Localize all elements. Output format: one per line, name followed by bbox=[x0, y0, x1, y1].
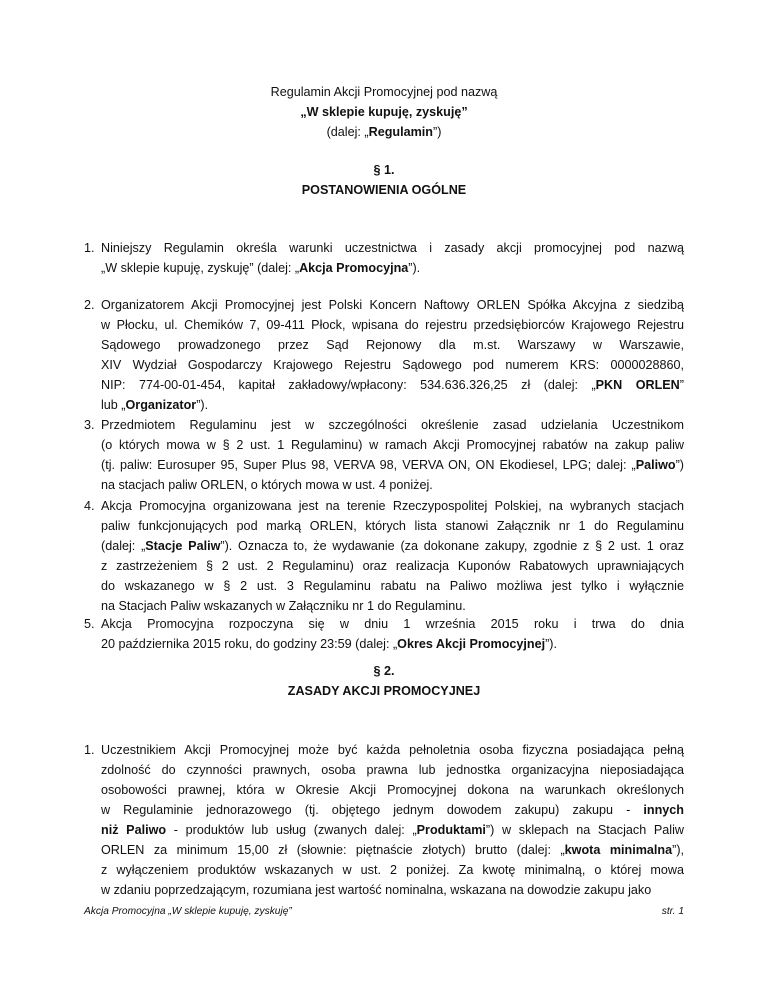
text-line bbox=[101, 258, 684, 278]
section-number: § 2. bbox=[373, 664, 395, 678]
text-segment: ”) bbox=[433, 125, 442, 139]
section-title: POSTANOWIENIA OGÓLNE bbox=[301, 183, 467, 197]
text-segment: z zastrzeżeniem § 2 ust. 2 Regulaminu) oraz realizacja Kuponów Rabatowych uprawniających bbox=[101, 559, 684, 573]
section-title: ZASADY AKCJI PROMOCYJNEJ bbox=[287, 684, 481, 698]
text-line bbox=[101, 355, 684, 375]
text-segment: (dalej: „ bbox=[101, 539, 146, 553]
text-segment: z wyłączeniem produktów wskazanych w ust. 2 poniżej. Za kwotę minimalną, o której mowa bbox=[101, 863, 684, 877]
text-segment: ORLEN za minimum 15,00 zł (słownie: piętnaście złotych) brutto (dalej: „ bbox=[101, 843, 565, 857]
text-segment: ”). bbox=[408, 261, 421, 275]
section-2-heading bbox=[0, 661, 768, 701]
text-line bbox=[101, 475, 684, 495]
text-segment: „W sklepie kupuję, zyskuję” (dalej: „ bbox=[101, 261, 300, 275]
text-segment: Akcja Promocyjna rozpoczyna się w dniu 1 września 2015 roku i trwa do dnia bbox=[101, 617, 684, 631]
text-segment: Sądowego prowadzonego przez Sąd Rejonowy dla m.st. Warszawy w Warszawie, bbox=[101, 338, 684, 352]
text-line bbox=[101, 800, 684, 820]
text-segment: ”) bbox=[675, 458, 684, 472]
text-segment: ”). bbox=[196, 398, 209, 412]
text-line bbox=[101, 860, 684, 880]
text-segment: (dalej: „ bbox=[326, 125, 369, 139]
text-segment: (tj. paliw: Eurosuper 95, Super Plus 98, VERVA 98, VERVA ON, ON Ekodiesel, LPG; dalej: „ bbox=[101, 458, 636, 472]
text-segment-bold: innych bbox=[643, 803, 684, 817]
list-item-number: 3. bbox=[84, 418, 95, 432]
text-segment: ” bbox=[679, 378, 684, 392]
page-footer bbox=[84, 906, 684, 917]
text-segment: na Stacjach Paliw wskazanych w Załączniku nr 1 do Regulaminu. bbox=[101, 599, 466, 613]
document-title-line3 bbox=[0, 122, 768, 142]
text-line bbox=[101, 395, 684, 415]
text-line bbox=[101, 335, 684, 355]
text-segment: 20 października 2015 roku, do godziny 23:59 (dalej: „ bbox=[101, 637, 398, 651]
list-item-number: 1. bbox=[84, 743, 95, 757]
text-segment-bold: Stacje Paliw bbox=[145, 539, 221, 553]
text-line bbox=[101, 634, 684, 654]
list-item-number: 2. bbox=[84, 298, 95, 312]
list-item-text bbox=[101, 238, 684, 278]
text-line bbox=[101, 238, 684, 258]
list-item-number: 5. bbox=[84, 617, 95, 631]
list-item-text bbox=[101, 496, 684, 616]
footer-title: Akcja Promocyjna „W sklepie kupuję, zyskuję” bbox=[84, 906, 292, 917]
text-segment: lub „ bbox=[101, 398, 126, 412]
text-segment: Niniejszy Regulamin określa warunki uczestnictwa i zasady akcji promocyjnej pod nazwą bbox=[101, 241, 684, 255]
text-line bbox=[101, 556, 684, 576]
text-segment-bold: kwota minimalna bbox=[564, 843, 673, 857]
text-segment: ”) w sklepach na Stacjach Paliw bbox=[485, 823, 684, 837]
text-segment: NIP: 774-00-01-454, kapitał zakładowy/wpłacony: 534.636.326,25 zł (dalej: „ bbox=[101, 378, 596, 392]
text-line bbox=[101, 760, 684, 780]
document-header bbox=[0, 82, 768, 142]
text-line bbox=[101, 496, 684, 516]
text-segment: w Płocku, ul. Chemików 7, 09-411 Płock, wpisana do rejestru przedsiębiorców Krajowego Rejestru bbox=[101, 318, 684, 332]
text-segment: XIV Wydział Gospodarczy Krajowego Rejestru Sądowego pod numerem KRS: 0000028860, bbox=[101, 358, 684, 372]
text-line bbox=[101, 375, 684, 395]
text-segment-bold: Paliwo bbox=[635, 458, 676, 472]
text-segment-bold: Organizator bbox=[125, 398, 197, 412]
text-segment: ”), bbox=[672, 843, 685, 857]
list-item-text bbox=[101, 614, 684, 654]
text-segment-bold: niż Paliwo bbox=[101, 823, 167, 837]
text-segment: zdolność do czynności prawnych, osoba prawna lub jednostka organizacyjna nieposiadająca bbox=[101, 763, 684, 777]
promotion-name: „W sklepie kupuję, zyskuję” bbox=[300, 105, 468, 119]
text-segment: (o których mowa w § 2 ust. 1 Regulaminu) w ramach Akcji Promocyjnej rabatów na zakup paliw bbox=[101, 438, 684, 452]
list-item-text bbox=[101, 415, 684, 495]
list-item-text bbox=[101, 740, 684, 900]
text-segment-bold: Produktami bbox=[416, 823, 486, 837]
text-line bbox=[101, 516, 684, 536]
text-line bbox=[101, 740, 684, 760]
text-segment: Akcja Promocyjna organizowana jest na terenie Rzeczypospolitej Polskiej, na wybranych stacjach bbox=[101, 499, 684, 513]
section-number: § 1. bbox=[373, 163, 395, 177]
text-segment: osobowości prawnej, która w Okresie Akcji Promocyjnej dokona na warunkach określonych bbox=[101, 783, 684, 797]
list-item-text bbox=[101, 295, 684, 415]
text-segment: ”). Oznacza to, że wydawanie (za dokonane zakupy, zgodnie z § 2 ust. 1 oraz bbox=[220, 539, 684, 553]
text-line bbox=[101, 596, 684, 616]
list-item-number: 4. bbox=[84, 499, 95, 513]
text-segment: - produktów lub usług (zwanych dalej: „ bbox=[166, 823, 417, 837]
text-segment: Uczestnikiem Akcji Promocyjnej może być każda pełnoletnia osoba fizyczna posiadająca pełną bbox=[101, 743, 684, 757]
text-line bbox=[101, 295, 684, 315]
text-line bbox=[101, 840, 684, 860]
text-line bbox=[101, 435, 684, 455]
text-line bbox=[101, 614, 684, 634]
text-segment: paliw funkcjonujących pod marką ORLEN, których lista stanowi Załącznik nr 1 do Regulaminu bbox=[101, 519, 684, 533]
text-segment-bold: PKN ORLEN bbox=[595, 378, 680, 392]
text-line bbox=[101, 780, 684, 800]
text-segment: Przedmiotem Regulaminu jest w szczególności określenie zasad udzielania Uczestnikom bbox=[101, 418, 684, 432]
text-line bbox=[101, 536, 684, 556]
text-line bbox=[101, 820, 684, 840]
text-segment: do wskazanego w § 2 ust. 3 Regulaminu rabatu na Paliwo możliwa jest tylko i wyłącznie bbox=[101, 579, 684, 593]
text-segment: w Regulaminie jednorazowego (tj. objętego jednym dowodem zakupu) zakupu - bbox=[101, 803, 644, 817]
page-number: str. 1 bbox=[661, 906, 684, 917]
text-segment: ”). bbox=[545, 637, 557, 651]
text-segment-bold: Okres Akcji Promocyjnej bbox=[397, 637, 546, 651]
section-1-heading bbox=[0, 160, 768, 200]
text-line bbox=[101, 455, 684, 475]
text-line bbox=[101, 415, 684, 435]
text-line bbox=[101, 576, 684, 596]
text-line bbox=[101, 880, 684, 900]
list-item-number: 1. bbox=[84, 241, 95, 255]
text-segment: na stacjach paliw ORLEN, o których mowa w ust. 4 poniżej. bbox=[101, 478, 433, 492]
text-segment-bold: Regulamin bbox=[368, 125, 433, 139]
text-segment: w zdaniu poprzedzającym, rozumiana jest wartość nominalna, wskazana na dowodzie zakupu jako bbox=[101, 883, 652, 897]
text-segment-bold: Akcja Promocyjna bbox=[299, 261, 409, 275]
text-segment: Organizatorem Akcji Promocyjnej jest Polski Koncern Naftowy ORLEN Spółka Akcyjna z siedzibą bbox=[101, 298, 684, 312]
document-title-line1: Regulamin Akcji Promocyjnej pod nazwą bbox=[270, 85, 498, 99]
text-line bbox=[101, 315, 684, 335]
